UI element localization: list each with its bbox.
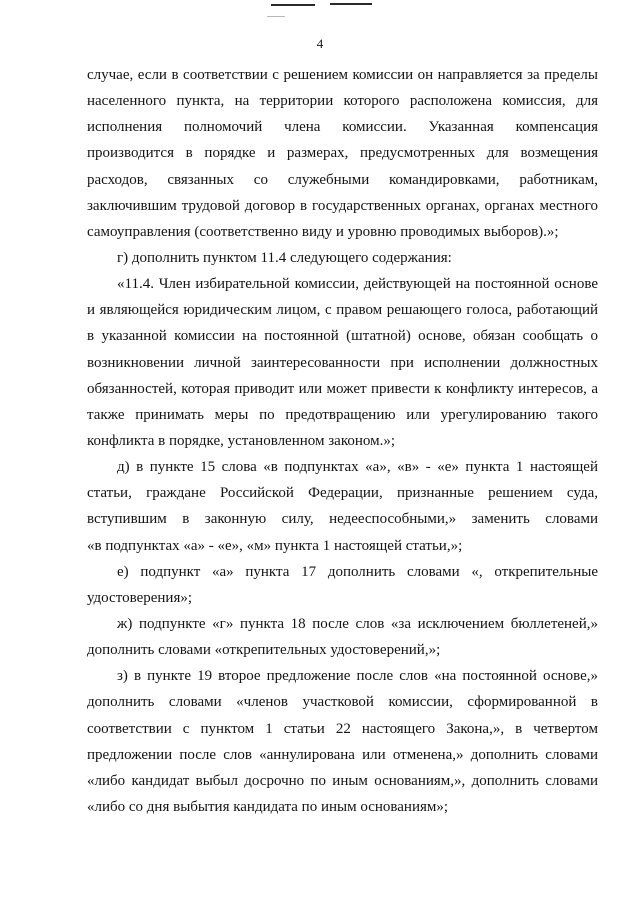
text-line: населенного пункта, на территории которого расположена комиссия, для: [87, 93, 598, 110]
page-number: 4: [316, 36, 324, 51]
text-line: «в подпунктах «а» - «е», «м» пункта 1 настоящей статьи,»;: [87, 537, 463, 554]
text-line: в указанной комиссии на постоянной (штатной) основе, обязан сообщать о: [87, 328, 598, 345]
text-line: «либо кандидат выбыл досрочно по иным основаниям,», дополнить словами: [87, 772, 598, 789]
text-line: самоуправления (соответственно виду и уровню проводимых выборов).»;: [87, 223, 559, 240]
text-line: дополнить словами «членов участковой комиссии, сформированной в: [87, 694, 598, 711]
text-line: удостоверения»;: [87, 589, 193, 606]
text-line: е) подпункт «а» пункта 17 дополнить словами «, открепительные: [117, 563, 598, 580]
text-line: соответствии с пунктом 1 статьи 22 настоящего Закона,», в четвертом: [87, 720, 598, 737]
text-line: вступившим в законную силу, недееспособными,» заменить словами: [87, 511, 598, 528]
scan-artifact-mark: [271, 4, 315, 6]
text-line: д) в пункте 15 слова «в подпунктах «а», «в» - «е» пункта 1 настоящей: [117, 459, 598, 476]
text-line: расходов, связанных со служебными командировками, работникам,: [87, 171, 598, 188]
text-line: статьи, граждане Российской Федерации, признанные решением суда,: [87, 485, 598, 502]
text-line: и являющейся юридическим лицом, с правом решающего голоса, работающий: [87, 302, 598, 319]
text-line: ж) подпункте «г» пункта 18 после слов «за исключением бюллетеней,»: [117, 615, 598, 632]
text-line: г) дополнить пунктом 11.4 следующего содержания:: [117, 249, 452, 266]
text-line: «11.4. Член избирательной комиссии, действующей на постоянной основе: [117, 276, 598, 293]
document-body: [87, 62, 598, 820]
scan-artifact-speck: [267, 16, 285, 17]
text-line: случае, если в соответствии с решением комиссии он направляется за пределы: [87, 67, 598, 83]
text-line: также принимать меры по предотвращению или урегулированию такого: [87, 406, 598, 423]
text-line: возникновении личной заинтересованности при исполнении должностных: [87, 354, 598, 371]
text-line: обязанностей, которая приводит или может привести к конфликту интересов, а: [87, 380, 598, 397]
scan-artifact-mark: [330, 3, 372, 5]
text-line: дополнить словами «открепительных удостоверений,»;: [87, 642, 441, 659]
text-line: з) в пункте 19 второе предложение после слов «на постоянной основе,»: [117, 668, 598, 685]
text-line: производится в порядке и размерах, предусмотренных для возмещения: [87, 145, 598, 162]
text-line: предложении после слов «аннулирована или отменена,» дополнить словами: [87, 746, 598, 763]
text-line: заключившим трудовой договор в государственных органах, органах местного: [87, 197, 598, 214]
text-line: «либо со дня выбытия кандидата по иным основаниям»;: [87, 798, 449, 815]
text-line: конфликта в порядке, установленном законом.»;: [87, 432, 395, 449]
text-line: исполнения полномочий члена комиссии. Указанная компенсация: [87, 119, 598, 136]
